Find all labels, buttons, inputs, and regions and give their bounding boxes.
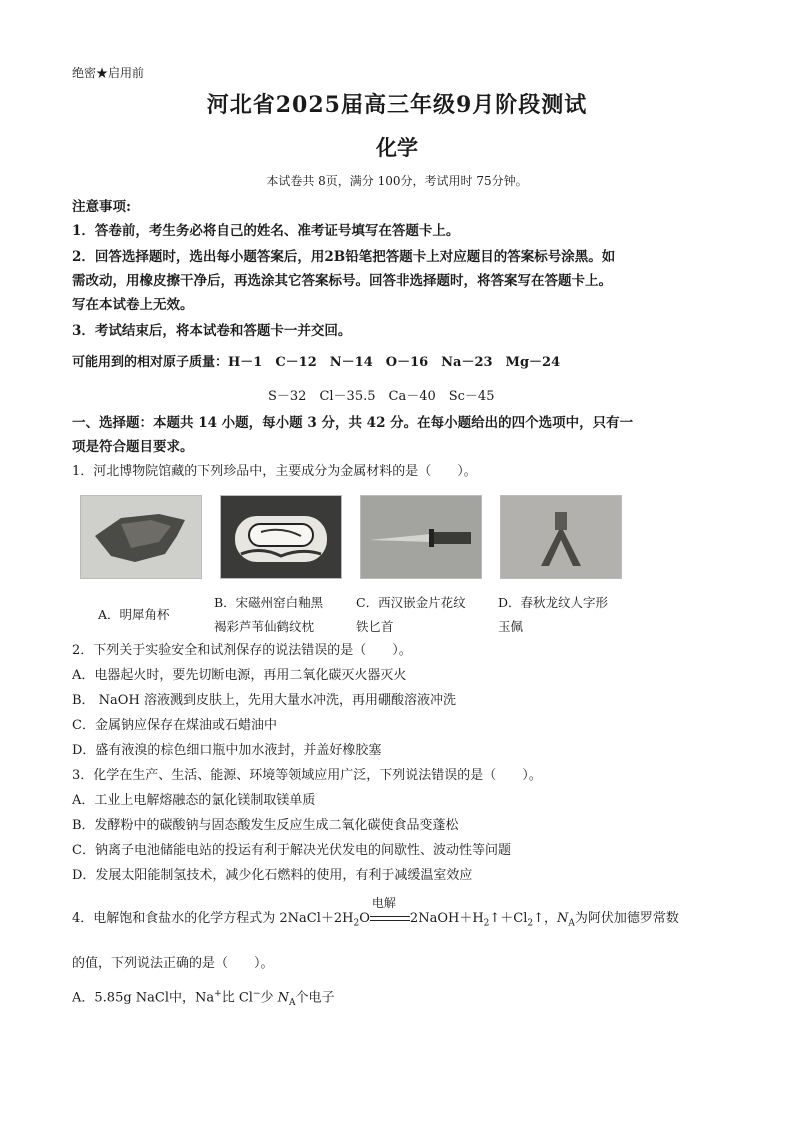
- q4-na-sub: A: [568, 918, 575, 929]
- q2-option-a: A．电器起火时，要先切断电源，再用二氧化碳灭火器灭火: [72, 668, 407, 683]
- q4-product-tail: ↑，: [533, 911, 558, 926]
- q2-stem: 2．下列关于实验安全和试剂保存的说法错误的是（ ）。: [72, 643, 412, 658]
- q4-h2o-tail: O: [359, 911, 370, 926]
- section1-heading-line2: 项是符合题目要求。: [72, 439, 194, 455]
- q1-option-c-line1: C．西汉嵌金片花纹: [356, 595, 466, 610]
- q1-option-a: A．明犀角杯: [98, 607, 170, 622]
- q4-a-tail: 个电子: [295, 990, 335, 1006]
- q4-sub-cl2: 2: [527, 918, 534, 929]
- q4-a-na: N: [277, 990, 290, 1006]
- q4-a-na-sub: A: [289, 997, 296, 1008]
- q4-na-symbol: N: [557, 911, 569, 926]
- section1-heading-line1: 一、选择题：本题共 14 小题，每小题 3 分，共 42 分。在每小题给出的四个选项中，只有一: [72, 415, 634, 431]
- q2-option-d: D．盛有液溴的棕色细口瓶中加水液封，并盖好橡胶塞: [72, 743, 382, 758]
- q4-stem-post: 为阿伏加德罗常数: [574, 911, 679, 926]
- notice-item-2-line1: 2．回答选择题时，选出每小题答案后，用2B铅笔把答题卡上对应题目的答案标号涂黑。如: [72, 249, 616, 265]
- q4-a-minus: −: [252, 989, 261, 999]
- atomic-mass-line2: S－32 Cl－35.5 Ca－40 Sc－45: [268, 389, 495, 404]
- q4-sub-h2o: 2: [353, 918, 360, 929]
- q4-a-plus: +: [214, 989, 222, 999]
- q3-option-d: D．发展太阳能制氢技术，减少化石燃料的使用，有利于减缓温室效应: [72, 868, 473, 883]
- pillow-image: [220, 495, 342, 579]
- atomic-mass-line1: [72, 354, 560, 372]
- q1-option-c-line2: 铁匕首: [356, 619, 394, 634]
- q4-product-mid: ↑＋Cl: [489, 911, 528, 926]
- q1-images: [80, 495, 660, 577]
- q4-condition-text: 电解: [371, 896, 396, 910]
- q1-option-b-line2: 褐彩芦苇仙鹤纹枕: [214, 619, 315, 634]
- q4-a-mid: 比 Cl: [221, 990, 253, 1006]
- q4-a-post: 少: [260, 990, 278, 1006]
- q4-option-a: [72, 985, 335, 1012]
- notice-item-3: 3．考试结束后，将本试卷和答题卡一并交回。: [72, 323, 352, 339]
- q4-a-pre: A．5.85g NaCl中，Na: [72, 990, 215, 1006]
- q4-products: 2NaOH＋H: [409, 911, 484, 926]
- dagger-image: [360, 495, 482, 579]
- q3-option-c: C．钠离子电池储能电站的投运有利于解决光伏发电的间歇性、波动性等问题: [72, 843, 511, 858]
- subject-title: 化学: [376, 135, 418, 160]
- rhino-horn-cup-image: [80, 495, 202, 579]
- q3-stem: 3．化学在生产、生活、能源、环境等领域应用广泛，下列说法错误的是（ ）。: [72, 768, 542, 783]
- q2-option-b: B． NaOH 溶液溅到皮肤上，先用大量水冲洗，再用硼酸溶液冲洗: [72, 693, 456, 708]
- notice-item-2-line3: 写在本试卷上无效。: [72, 297, 194, 313]
- q4-sub-h2: 2: [483, 918, 490, 929]
- q1-option-b-line1: B．宋磁州窑白釉黑: [214, 595, 324, 610]
- q4-reaction-condition: [370, 896, 410, 928]
- q2-option-c: C．金属钠应保存在煤油或石蜡油中: [72, 718, 277, 733]
- notice-item-1: 1．答卷前，考生务必将自己的姓名、准考证号填写在答题卡上。: [72, 223, 460, 239]
- q4-stem-pre: 4．电解饱和食盐水的化学方程式为 2NaCl＋2H: [72, 911, 354, 926]
- secret-mark: 绝密★启用前: [72, 66, 145, 80]
- q4-stem-line2: 的值，下列说法正确的是（ ）。: [72, 956, 274, 971]
- q4-equals-sign: [370, 916, 410, 921]
- q3-option-b: B．发酵粉中的碳酸钠与固态酸发生反应生成二氧化碳使食品变蓬松: [72, 818, 459, 833]
- q1-stem: 1．河北博物院馆藏的下列珍品中，主要成分为金属材料的是（ ）。: [72, 464, 477, 479]
- atomic-mass-text: 可能用到的相对原子质量：H－1 C－12 N－14 O－16 Na－23 Mg－24: [72, 355, 561, 370]
- exam-title: 河北省2025届高三年级9月阶段测试: [206, 92, 588, 118]
- q3-option-a: A．工业上电解熔融态的氯化镁制取镁单质: [72, 793, 316, 808]
- q1-option-d-line2: 玉佩: [498, 619, 524, 634]
- jade-pendant-image: [500, 495, 622, 579]
- exam-info: 本试卷共 8页，满分 100分，考试用时 75分钟。: [266, 174, 528, 188]
- q1-option-d-line1: D．春秋龙纹人字形: [498, 595, 609, 610]
- notice-heading: 注意事项:: [72, 199, 131, 215]
- q4-stem-line1: [72, 896, 679, 933]
- notice-item-2-line2: 需改动，用橡皮擦干净后，再选涂其它答案标号。回答非选择题时，将答案写在答题卡上。: [72, 273, 612, 289]
